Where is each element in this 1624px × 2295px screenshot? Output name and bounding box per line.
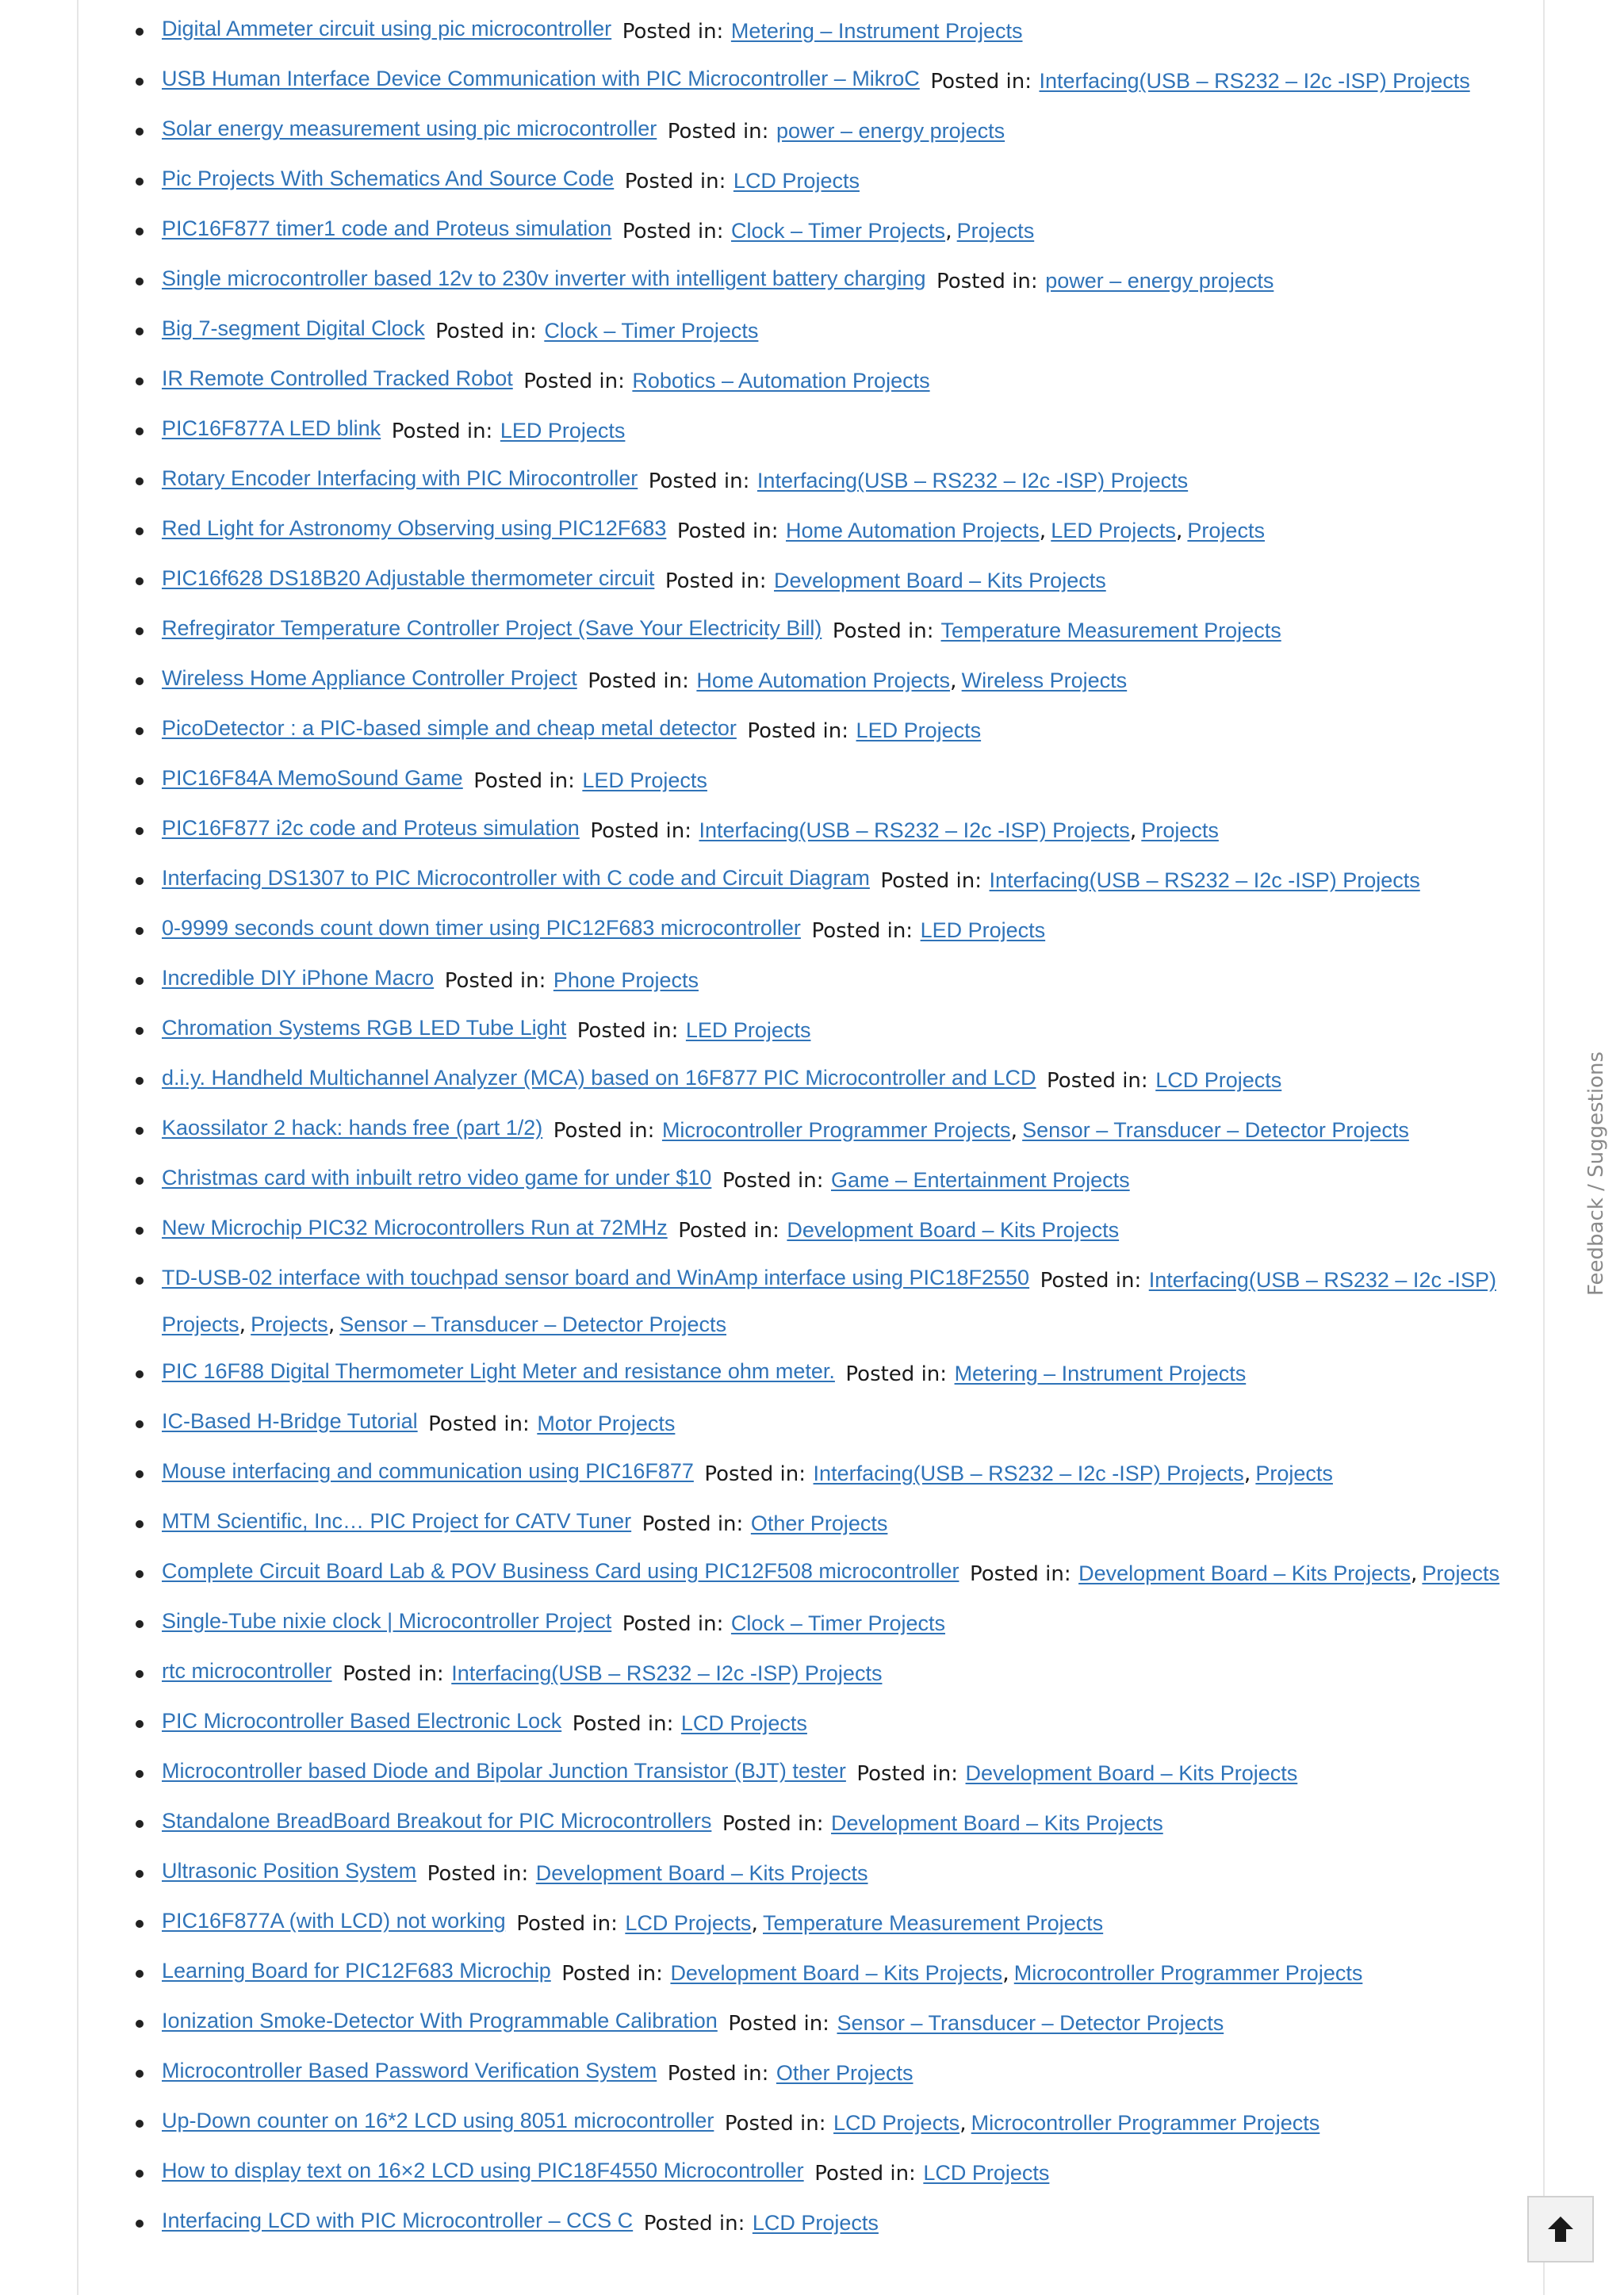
post-link[interactable]: d.i.y. Handheld Multichannel Analyzer (MCA) based on 16F877 PIC Microcontroller and LCD: [162, 1066, 1036, 1090]
list-item: [162, 359, 1511, 404]
bullet-icon: [136, 228, 144, 236]
bullet-icon: [136, 1570, 144, 1578]
list-item: [162, 709, 1511, 753]
category-separator: ,: [327, 1312, 335, 1337]
post-link[interactable]: Refregirator Temperature Controller Project (Save Your Electricity Bill): [162, 616, 822, 640]
category-link[interactable]: LCD Projects: [923, 2161, 1050, 2185]
category-link[interactable]: Temperature Measurement Projects: [763, 1911, 1104, 1935]
category-separator: ,: [959, 2111, 967, 2136]
list-item: [162, 1752, 1511, 1796]
post-link[interactable]: TD-USB-02 interface with touchpad sensor board and WinAmp interface using PIC18F2550: [162, 1266, 1030, 1289]
bullet-icon: [136, 927, 144, 935]
list-item: [162, 2151, 1511, 2196]
post-link[interactable]: PIC16F84A MemoSound Game: [162, 766, 463, 790]
category-separator: ,: [945, 219, 952, 243]
post-link[interactable]: Mouse interfacing and communication using PIC16F877: [162, 1459, 694, 1483]
bullet-icon: [136, 1027, 144, 1035]
post-link[interactable]: PIC16F877A LED blink: [162, 416, 381, 440]
category-link[interactable]: Projects: [956, 219, 1035, 243]
category-links: [776, 2061, 914, 2086]
list-item: [162, 1602, 1511, 1646]
feedback-tab-label[interactable]: Feedback / Suggestions: [1584, 1052, 1608, 1296]
posted-in-label: Posted in:: [516, 1912, 618, 1936]
category-links: [776, 119, 1005, 144]
category-links: [1155, 1068, 1281, 1093]
bullet-icon: [136, 2220, 144, 2228]
list-item: [162, 509, 1511, 554]
posted-in-label: Posted in:: [724, 2112, 826, 2136]
category-links: [814, 1462, 1333, 1486]
content-panel: [77, 0, 1545, 2295]
bullet-icon: [136, 677, 144, 685]
list-item: [162, 759, 1511, 803]
category-link[interactable]: Motor Projects: [537, 1412, 676, 1435]
arrow-up-icon: [1545, 2213, 1576, 2245]
category-links: [856, 718, 982, 743]
post-link[interactable]: Rotary Encoder Interfacing with PIC Mirocontroller: [162, 466, 638, 490]
category-link[interactable]: power – energy projects: [1045, 269, 1274, 293]
category-links: [537, 1412, 675, 1436]
list-item: [162, 309, 1511, 354]
category-links: [731, 19, 1023, 44]
category-link[interactable]: Wireless Projects: [961, 669, 1128, 692]
post-link[interactable]: Big 7-segment Digital Clock: [162, 316, 425, 340]
category-link[interactable]: Development Board – Kits Projects: [774, 569, 1106, 592]
category-links: [731, 1611, 945, 1636]
list-item: [162, 1802, 1511, 1846]
category-links: [632, 369, 929, 393]
bullet-icon: [136, 2020, 144, 2028]
post-link[interactable]: Chromation Systems RGB LED Tube Light: [162, 1016, 567, 1040]
category-links: [831, 1811, 1163, 1836]
bullet-icon: [136, 1470, 144, 1478]
category-links: [670, 1961, 1362, 1986]
category-link[interactable]: Interfacing(USB – RS232 – I2c -ISP) Projects: [162, 1268, 1496, 1336]
category-link[interactable]: Projects: [1187, 519, 1265, 542]
posted-in-label: Posted in:: [622, 1612, 724, 1636]
posted-in-label: Posted in:: [667, 120, 769, 144]
list-item: [162, 259, 1511, 304]
category-link[interactable]: Clock – Timer Projects: [730, 219, 946, 243]
list-item: [162, 1852, 1511, 1896]
list-item: [162, 859, 1511, 903]
posted-in-label: Posted in:: [572, 1712, 674, 1736]
bullet-icon: [136, 527, 144, 535]
category-links: [1078, 1561, 1500, 1586]
category-link[interactable]: LED Projects: [582, 768, 707, 792]
posted-in-label: Posted in:: [665, 569, 767, 593]
bullet-icon: [136, 1520, 144, 1528]
category-links: [833, 2111, 1320, 2136]
list-item: [162, 209, 1511, 254]
posted-in-label: Posted in:: [642, 1512, 744, 1536]
category-link[interactable]: power – energy projects: [776, 119, 1005, 143]
category-links: [681, 1711, 807, 1736]
category-link[interactable]: Interfacing(USB – RS232 – I2c -ISP) Projects: [451, 1661, 883, 1685]
category-link[interactable]: Clock – Timer Projects: [730, 1611, 945, 1635]
posted-in-label: Posted in:: [704, 1462, 806, 1486]
bullet-icon: [136, 128, 144, 136]
post-link[interactable]: PIC16F877 timer1 code and Proteus simulation: [162, 216, 612, 240]
posted-in-label: Posted in:: [936, 270, 1038, 293]
posted-in-label: Posted in:: [523, 370, 625, 393]
category-links: [837, 2011, 1224, 2036]
category-separator: ,: [950, 669, 957, 693]
post-link[interactable]: Wireless Home Appliance Controller Project: [162, 666, 577, 690]
bullet-icon: [136, 827, 144, 835]
category-link[interactable]: Sensor – Transducer – Detector Projects: [837, 2011, 1224, 2035]
category-separator: ,: [239, 1312, 247, 1337]
category-link[interactable]: Interfacing(USB – RS232 – I2c -ISP) Projects: [813, 1462, 1244, 1485]
bullet-icon: [136, 1670, 144, 1678]
list-item: [162, 1902, 1511, 1946]
category-link[interactable]: LCD Projects: [752, 2211, 879, 2235]
category-links: [625, 1911, 1103, 1936]
list-item: [162, 10, 1511, 54]
post-link[interactable]: Up-Down counter on 16*2 LCD using 8051 microcontroller: [162, 2109, 714, 2132]
category-separator: ,: [1243, 1462, 1251, 1486]
post-link[interactable]: MTM Scientific, Inc… PIC Project for CATV Tuner: [162, 1509, 632, 1533]
list-item: [162, 1059, 1511, 1103]
category-link[interactable]: Robotics – Automation Projects: [632, 369, 930, 393]
post-list: [79, 0, 1543, 2246]
category-links: [757, 469, 1188, 493]
post-link[interactable]: How to display text on 16×2 LCD using PIC18F4550 Microcontroller: [162, 2159, 804, 2182]
post-link[interactable]: PIC 16F88 Digital Thermometer Light Meter and resistance ohm meter.: [162, 1359, 835, 1383]
post-link[interactable]: IR Remote Controlled Tracked Robot: [162, 366, 513, 390]
post-link[interactable]: PicoDetector : a PIC-based simple and cheap metal detector: [162, 716, 737, 740]
bullet-icon: [136, 977, 144, 985]
category-links: [923, 2161, 1049, 2186]
category-links: [686, 1018, 811, 1043]
posted-in-label: Posted in:: [444, 969, 546, 993]
category-link[interactable]: LED Projects: [920, 918, 1046, 942]
category-links: [699, 818, 1218, 843]
list-item: [162, 659, 1511, 703]
category-link[interactable]: LCD Projects: [833, 2111, 960, 2135]
category-links: [1039, 69, 1469, 94]
bullet-icon: [136, 1370, 144, 1378]
bullet-icon: [136, 1720, 144, 1728]
category-links: [990, 868, 1420, 893]
category-link[interactable]: LCD Projects: [680, 1711, 807, 1735]
list-item: [162, 2052, 1511, 2096]
list-item: [162, 959, 1511, 1003]
bullet-icon: [136, 1870, 144, 1878]
category-links: [544, 319, 758, 343]
category-link[interactable]: Game – Entertainment Projects: [831, 1168, 1130, 1192]
category-link[interactable]: LCD Projects: [1155, 1068, 1282, 1092]
posted-in-label: Posted in:: [473, 769, 575, 793]
category-link[interactable]: Development Board – Kits Projects: [965, 1761, 1298, 1785]
posted-in-label: Posted in:: [814, 2162, 916, 2186]
posted-in-label: Posted in:: [678, 1219, 779, 1243]
post-link[interactable]: Digital Ammeter circuit using pic microcontroller: [162, 17, 612, 40]
posted-in-label: Posted in:: [722, 1169, 824, 1193]
list-item: [162, 1652, 1511, 1696]
bullet-icon: [136, 877, 144, 885]
category-link[interactable]: LED Projects: [856, 718, 982, 742]
category-link[interactable]: Interfacing(USB – RS232 – I2c -ISP) Projects: [1039, 69, 1470, 93]
category-links: [786, 519, 1265, 543]
posted-in-label: Posted in:: [832, 619, 934, 643]
list-item: [162, 609, 1511, 653]
list-item: [162, 1952, 1511, 1996]
bullet-icon: [136, 2070, 144, 2078]
category-link[interactable]: Projects: [251, 1312, 328, 1336]
category-link[interactable]: Interfacing(USB – RS232 – I2c -ISP) Projects: [989, 868, 1420, 892]
category-links: [582, 768, 707, 793]
category-link[interactable]: Metering – Instrument Projects: [954, 1362, 1247, 1385]
category-links: [451, 1661, 882, 1686]
list-item: [162, 1109, 1511, 1153]
posted-in-label: Posted in:: [622, 20, 724, 44]
category-link[interactable]: Development Board – Kits Projects: [535, 1861, 868, 1885]
bullet-icon: [136, 1077, 144, 1085]
list-item: [162, 2102, 1511, 2146]
posted-in-label: Posted in:: [880, 869, 982, 893]
posted-in-label: Posted in:: [969, 1562, 1071, 1586]
post-link[interactable]: Christmas card with inbuilt retro video game for under $10: [162, 1166, 712, 1190]
post-link[interactable]: PIC16F877A (with LCD) not working: [162, 1909, 506, 1933]
bullet-icon: [136, 2170, 144, 2178]
bullet-icon: [136, 1227, 144, 1235]
category-link[interactable]: Sensor – Transducer – Detector Projects: [1022, 1118, 1409, 1142]
category-link[interactable]: Microcontroller Programmer Projects: [661, 1118, 1011, 1142]
list-item: [162, 2201, 1511, 2246]
category-link[interactable]: Development Board – Kits Projects: [1078, 1561, 1411, 1585]
bullet-icon: [136, 1420, 144, 1428]
posted-in-label: Posted in:: [428, 1412, 530, 1436]
category-separator: ,: [1002, 1961, 1009, 1986]
bullet-icon: [136, 178, 144, 186]
category-links: [733, 169, 860, 193]
posted-in-label: Posted in:: [1040, 1269, 1142, 1293]
posted-in-label: Posted in:: [856, 1762, 959, 1786]
category-links: [941, 619, 1281, 643]
category-links: [921, 918, 1046, 943]
category-separator: ,: [1175, 519, 1183, 543]
category-link[interactable]: Projects: [1255, 1462, 1333, 1485]
list-item: [162, 559, 1511, 603]
category-link[interactable]: Sensor – Transducer – Detector Projects: [339, 1312, 727, 1336]
list-item: [162, 59, 1511, 104]
post-link[interactable]: Pic Projects With Schematics And Source Code: [162, 167, 615, 190]
post-link[interactable]: Microcontroller based Diode and Bipolar Junction Transistor (BJT) tester: [162, 1759, 846, 1783]
posted-in-label: Posted in:: [588, 669, 689, 693]
posted-in-label: Posted in:: [576, 1019, 679, 1043]
posted-in-label: Posted in:: [930, 70, 1032, 94]
bullet-icon: [136, 477, 144, 485]
list-item: [162, 1259, 1511, 1347]
bullet-icon: [136, 1277, 144, 1285]
post-link[interactable]: rtc microcontroller: [162, 1659, 332, 1683]
posted-in-label: Posted in:: [648, 469, 750, 493]
bullet-icon: [136, 577, 144, 585]
category-link[interactable]: LCD Projects: [625, 1911, 752, 1935]
category-link[interactable]: Projects: [1422, 1561, 1500, 1585]
posted-in-label: Posted in:: [553, 1119, 655, 1143]
posted-in-label: Posted in:: [728, 2012, 829, 2036]
bullet-icon: [136, 328, 144, 335]
category-separator: ,: [1129, 818, 1137, 843]
post-link[interactable]: Incredible DIY iPhone Macro: [162, 966, 435, 990]
category-links: [731, 219, 1034, 243]
category-links: [696, 669, 1127, 693]
post-link[interactable]: Ultrasonic Position System: [162, 1859, 417, 1883]
post-link[interactable]: IC-Based H-Bridge Tutorial: [162, 1409, 418, 1433]
category-links: [1045, 269, 1274, 293]
list-item: [162, 1702, 1511, 1746]
list-item: [162, 809, 1511, 853]
category-links: [662, 1118, 1409, 1143]
category-link[interactable]: Home Automation Projects: [786, 519, 1040, 542]
list-item: [162, 2002, 1511, 2046]
category-separator: ,: [751, 1911, 758, 1936]
category-link[interactable]: Interfacing(USB – RS232 – I2c -ISP) Projects: [756, 469, 1189, 492]
posted-in-label: Posted in:: [590, 819, 691, 843]
list-item: [162, 1159, 1511, 1203]
posted-in-label: Posted in:: [622, 220, 724, 243]
category-links: [831, 1168, 1130, 1193]
category-link[interactable]: Microcontroller Programmer Projects: [971, 2111, 1320, 2135]
bullet-icon: [136, 1127, 144, 1135]
category-link[interactable]: Microcontroller Programmer Projects: [1013, 1961, 1363, 1985]
category-separator: ,: [1039, 519, 1047, 543]
post-link[interactable]: Learning Board for PIC12F683 Microchip: [162, 1959, 551, 1983]
posted-in-label: Posted in:: [561, 1962, 663, 1986]
bullet-icon: [136, 427, 144, 435]
post-link[interactable]: PIC16f628 DS18B20 Adjustable thermometer circuit: [162, 566, 655, 590]
category-link[interactable]: Temperature Measurement Projects: [940, 619, 1281, 642]
list-item: [162, 1502, 1511, 1546]
post-link[interactable]: PIC16F877 i2c code and Proteus simulation: [162, 816, 580, 840]
bullet-icon: [136, 1920, 144, 1928]
post-link[interactable]: Red Light for Astronomy Observing using PIC12F683: [162, 516, 667, 540]
category-separator: ,: [1010, 1118, 1018, 1143]
category-link[interactable]: LED Projects: [1051, 519, 1176, 542]
bullet-icon: [136, 1770, 144, 1778]
bullet-icon: [136, 278, 144, 285]
category-links: [774, 569, 1106, 593]
post-link[interactable]: Single-Tube nixie clock | Microcontroller Project: [162, 1609, 612, 1633]
posted-in-label: Posted in:: [667, 2062, 769, 2086]
feedback-tab[interactable]: [1580, 1052, 1612, 1296]
category-link[interactable]: Projects: [1141, 818, 1219, 842]
posted-in-label: Posted in:: [435, 320, 537, 343]
list-item: [162, 909, 1511, 953]
post-link[interactable]: Solar energy measurement using pic microcontroller: [162, 117, 657, 140]
list-item: [162, 1209, 1511, 1253]
category-link[interactable]: Development Board – Kits Projects: [831, 1811, 1163, 1835]
bullet-icon: [136, 1970, 144, 1978]
post-link[interactable]: New Microchip PIC32 Microcontrollers Run at 72MHz: [162, 1216, 668, 1239]
bullet-icon: [136, 1820, 144, 1828]
posted-in-label: Posted in:: [811, 919, 914, 943]
category-links: [787, 1218, 1119, 1243]
posted-in-label: Posted in:: [343, 1662, 444, 1686]
category-link[interactable]: Metering – Instrument Projects: [730, 19, 1023, 43]
posted-in-label: Posted in:: [845, 1362, 948, 1386]
bullet-icon: [136, 727, 144, 735]
post-link[interactable]: PIC Microcontroller Based Electronic Lock: [162, 1709, 562, 1733]
post-link[interactable]: Microcontroller Based Password Verification System: [162, 2059, 657, 2082]
posted-in-label: Posted in:: [676, 519, 779, 543]
category-links: [955, 1362, 1247, 1386]
bullet-icon: [136, 78, 144, 86]
category-link[interactable]: Interfacing(USB – RS232 – I2c -ISP) Projects: [699, 818, 1130, 842]
category-link[interactable]: Development Board – Kits Projects: [787, 1218, 1120, 1242]
list-item: [162, 1552, 1511, 1596]
bullet-icon: [136, 28, 144, 36]
posted-in-label: Posted in:: [747, 719, 849, 743]
bullet-icon: [136, 2120, 144, 2128]
list-item: [162, 1452, 1511, 1496]
list-item: [162, 409, 1511, 454]
post-link[interactable]: Interfacing LCD with PIC Microcontroller – CCS C: [162, 2209, 634, 2232]
category-links: [536, 1861, 868, 1886]
post-link[interactable]: Interfacing DS1307 to PIC Microcontroller with C code and Circuit Diagram: [162, 866, 870, 890]
category-link[interactable]: Home Automation Projects: [696, 669, 951, 692]
category-link[interactable]: Clock – Timer Projects: [544, 319, 759, 343]
category-link[interactable]: Other Projects: [776, 2061, 914, 2085]
post-link[interactable]: Ionization Smoke-Detector With Programmable Calibration: [162, 2009, 718, 2033]
category-link[interactable]: Other Projects: [750, 1511, 888, 1535]
category-links: [500, 419, 626, 443]
posted-in-label: Posted in:: [624, 170, 726, 193]
category-link[interactable]: LED Projects: [500, 419, 626, 443]
category-link[interactable]: Phone Projects: [553, 968, 699, 992]
category-links: [553, 968, 699, 993]
post-link[interactable]: USB Human Interface Device Communication with PIC Microcontroller – MikroC: [162, 67, 920, 90]
posted-in-label: Posted in:: [427, 1862, 529, 1886]
bullet-icon: [136, 1620, 144, 1628]
post-link[interactable]: Single microcontroller based 12v to 230v inverter with intelligent battery charging: [162, 266, 926, 290]
posted-in-label: Posted in:: [643, 2212, 745, 2236]
posted-in-label: Posted in:: [1047, 1069, 1148, 1093]
category-link[interactable]: LCD Projects: [733, 169, 860, 193]
category-separator: ,: [1410, 1561, 1418, 1586]
posted-in-label: Posted in:: [722, 1812, 824, 1836]
category-link[interactable]: Development Board – Kits Projects: [670, 1961, 1003, 1985]
category-links: [753, 2211, 879, 2236]
bullet-icon: [136, 777, 144, 785]
post-link[interactable]: Standalone BreadBoard Breakout for PIC Microcontrollers: [162, 1809, 712, 1833]
post-link[interactable]: 0-9999 seconds count down timer using PIC12F683 microcontroller: [162, 916, 801, 940]
list-item: [162, 1402, 1511, 1446]
list-item: [162, 109, 1511, 154]
list-item: [162, 1352, 1511, 1397]
post-link[interactable]: Kaossilator 2 hack: hands free (part 1/2): [162, 1116, 543, 1140]
bullet-icon: [136, 1177, 144, 1185]
list-item: [162, 159, 1511, 204]
posted-in-label: Posted in:: [391, 420, 493, 443]
scroll-to-top-button[interactable]: [1527, 2196, 1594, 2262]
list-item: [162, 1009, 1511, 1053]
bullet-icon: [136, 627, 144, 635]
category-link[interactable]: LED Projects: [685, 1018, 811, 1042]
category-links: [966, 1761, 1298, 1786]
list-item: [162, 459, 1511, 504]
post-link[interactable]: Complete Circuit Board Lab & POV Business Card using PIC12F508 microcontroller: [162, 1559, 959, 1583]
category-links: [751, 1511, 888, 1536]
bullet-icon: [136, 377, 144, 385]
